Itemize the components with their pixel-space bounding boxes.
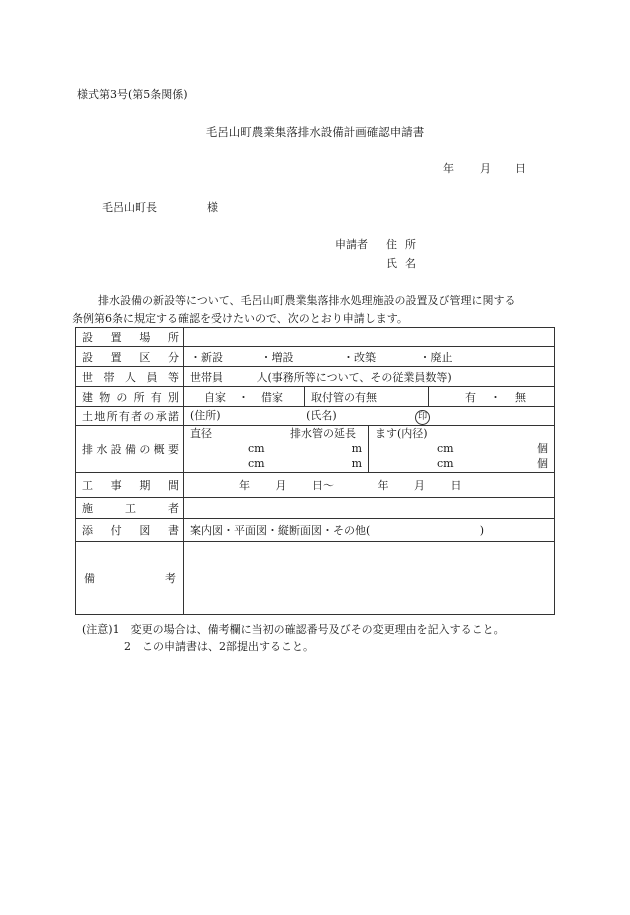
category-label — [82, 349, 179, 365]
label-char: 置 — [110, 331, 122, 344]
row-ownership — [76, 387, 555, 407]
applicant-address-label: 住所 — [386, 238, 424, 251]
attachment-text: 案内図・平面図・縦断面図・その他( — [190, 524, 371, 537]
location-label — [82, 329, 179, 345]
label-char: 等 — [168, 370, 179, 384]
pipe-length-label: 排水管の延長 — [290, 427, 356, 440]
label-char: 排 — [82, 443, 93, 456]
attachment-label — [82, 522, 179, 538]
label-char: 別 — [167, 390, 179, 404]
period-end-year: 年 — [377, 479, 389, 492]
remarks-label — [82, 570, 179, 586]
date-month-label: 月 — [480, 162, 491, 175]
pipe-label: 取付管の有無 — [311, 390, 377, 404]
overview-label-cell — [76, 426, 184, 473]
period-label-cell — [76, 473, 184, 498]
period-start-year: 年 — [239, 479, 250, 492]
period-end-month: 月 — [414, 479, 425, 492]
applicant-label: 申請者 — [335, 238, 368, 251]
period-cell[interactable] — [184, 473, 555, 498]
note-1: (注意)1 変更の場合は、備考欄に当初の確認番号及びその変更理由を記入すること。 — [82, 623, 505, 636]
consent-label — [82, 408, 179, 424]
ownership-option-own[interactable]: 自家 — [204, 390, 226, 404]
category-option-new[interactable]: ・新設 — [190, 350, 223, 364]
body-text-line2: 条例第6条に規定する確認を受けたいので、次のとおり申請します。 — [72, 312, 408, 325]
household-note: 人(事務所等について、その従業員数等) — [256, 370, 452, 384]
label-char: 添 — [82, 524, 93, 537]
period-start-day: 日〜 — [312, 479, 334, 492]
label-char: 場 — [139, 331, 151, 344]
label-char: 所 — [133, 390, 145, 404]
basin-unit-row-1 — [375, 441, 548, 456]
label-char: 世 — [82, 370, 93, 384]
category-option-abolish[interactable]: ・廃止 — [419, 350, 453, 364]
label-char: の — [116, 390, 128, 404]
row-remarks — [76, 542, 555, 615]
consent-name: (氏名) — [306, 409, 337, 422]
label-char: 水 — [96, 443, 108, 456]
application-form-table — [75, 327, 555, 615]
ownership-cell — [184, 387, 555, 407]
date-day-label: 日 — [515, 162, 526, 175]
pipe-label-cell — [304, 387, 428, 406]
overview-pipe-column[interactable] — [184, 426, 368, 472]
category-options-cell — [184, 347, 555, 367]
ownership-option-dot: ・ — [238, 390, 249, 404]
label-char: 書 — [167, 524, 179, 537]
label-char: 工 — [82, 479, 93, 492]
label-char: 建 — [82, 390, 93, 404]
form-number: 様式第3号(第5条関係) — [77, 88, 188, 101]
applicant-name-label: 氏名 — [386, 257, 424, 270]
label-char: 土 — [82, 410, 93, 423]
label-char: 概 — [153, 443, 165, 456]
label-char: の — [143, 410, 155, 423]
basin-unit-cm-1: cm — [437, 442, 454, 455]
pipe-option-yes[interactable]: 有 — [465, 390, 476, 404]
diameter-label: 直径 — [190, 427, 212, 440]
label-char: 分 — [167, 350, 179, 364]
consent-address: (住所) — [190, 409, 221, 422]
ownership-label — [82, 389, 179, 405]
pipe-options — [428, 387, 554, 406]
label-char: 区 — [139, 350, 151, 364]
attachment-cell[interactable] — [184, 519, 555, 542]
household-cell[interactable] — [184, 367, 555, 387]
document-title: 毛呂山町農業集落排水設備計画確認申請書 — [205, 125, 425, 139]
recipient-honorific: 様 — [207, 201, 218, 214]
row-consent — [76, 407, 555, 426]
overview-cell — [184, 426, 555, 473]
label-char: 付 — [110, 524, 122, 537]
household-text: 世帯員 — [190, 370, 223, 384]
consent-cell[interactable] — [184, 407, 555, 426]
label-char: 事 — [110, 479, 122, 492]
contractor-label — [82, 500, 179, 516]
pipe-option-no[interactable]: 無 — [515, 390, 526, 404]
remarks-label-cell — [76, 542, 184, 615]
unit-cm-2: cm — [248, 457, 265, 470]
remarks-input[interactable] — [184, 542, 555, 615]
label-char: 設 — [82, 350, 93, 364]
unit-m-1: m — [351, 442, 362, 455]
label-char: 備 — [84, 572, 95, 585]
basin-unit-cm-2: cm — [437, 457, 454, 470]
note-2: 2 この申請書は、2部提出すること。 — [124, 640, 314, 653]
label-char: 施 — [82, 502, 93, 515]
row-contractor — [76, 498, 555, 519]
pipe-option-dot: ・ — [490, 390, 501, 404]
household-label-cell — [76, 367, 184, 387]
overview-header-row — [190, 427, 362, 441]
household-label — [82, 369, 179, 385]
label-char: 工 — [125, 502, 136, 515]
ownership-options — [184, 387, 304, 406]
consent-label-cell — [76, 407, 184, 426]
period-end-day: 日 — [450, 479, 462, 492]
label-char: 者 — [168, 502, 179, 515]
label-char: 要 — [167, 443, 179, 456]
ownership-label-cell — [76, 387, 184, 407]
label-char: 考 — [165, 572, 176, 585]
label-char: 期 — [139, 479, 151, 492]
label-char: 所 — [106, 410, 118, 423]
date-year-label: 年 — [443, 162, 454, 175]
unit-count-2: 個 — [537, 457, 548, 470]
seal-icon: 印 — [415, 410, 430, 425]
unit-count-1: 個 — [537, 442, 548, 455]
label-char: 帯 — [103, 370, 115, 384]
row-period — [76, 473, 555, 498]
unit-m-2: m — [351, 457, 362, 470]
category-option-rebuild[interactable]: ・改築 — [343, 350, 376, 364]
attachment-close: ) — [479, 524, 485, 537]
contractor-label-cell — [76, 498, 184, 519]
ownership-option-rent[interactable]: 借家 — [261, 390, 283, 404]
category-label-cell — [76, 347, 184, 367]
label-char: 承 — [155, 410, 167, 423]
period-start-month: 月 — [275, 479, 287, 492]
body-text-line1: 排水設備の新設等について、毛呂山町農業集落排水処理施設の設置及び管理に関する — [98, 294, 516, 307]
row-attachment — [76, 519, 555, 542]
label-char: 有 — [150, 390, 162, 404]
overview-label — [82, 441, 179, 457]
row-category — [76, 347, 555, 367]
overview-basin-column[interactable] — [368, 426, 554, 472]
label-char: 置 — [110, 350, 122, 364]
period-label — [82, 477, 179, 493]
label-char: 人 — [125, 370, 136, 384]
label-char: 間 — [167, 479, 179, 492]
row-household — [76, 367, 555, 387]
row-location — [76, 328, 555, 347]
label-char: 有 — [118, 410, 130, 423]
label-char: 設 — [110, 443, 122, 456]
label-char: 物 — [99, 390, 111, 404]
label-char: 諾 — [167, 410, 179, 423]
recipient-name: 毛呂山町長 — [102, 201, 157, 214]
location-input[interactable] — [184, 328, 555, 347]
label-char: 地 — [94, 410, 106, 423]
label-char: 備 — [124, 443, 136, 456]
row-overview — [76, 426, 555, 473]
label-char: 設 — [82, 331, 93, 344]
overview-unit-row-1 — [190, 441, 362, 456]
unit-cm-1: cm — [248, 442, 265, 455]
category-option-expand[interactable]: ・増設 — [260, 350, 294, 364]
label-char: 員 — [146, 370, 158, 384]
attachment-label-cell — [76, 519, 184, 542]
label-char: の — [139, 443, 151, 456]
label-char: 図 — [139, 524, 151, 537]
basin-label: ます(内径) — [375, 427, 428, 440]
location-label-cell — [76, 328, 184, 347]
label-char: 者 — [131, 410, 143, 423]
label-char: 所 — [167, 331, 179, 344]
overview-unit-row-2 — [190, 456, 362, 471]
contractor-input[interactable] — [184, 498, 555, 519]
basin-unit-row-2 — [375, 456, 548, 471]
